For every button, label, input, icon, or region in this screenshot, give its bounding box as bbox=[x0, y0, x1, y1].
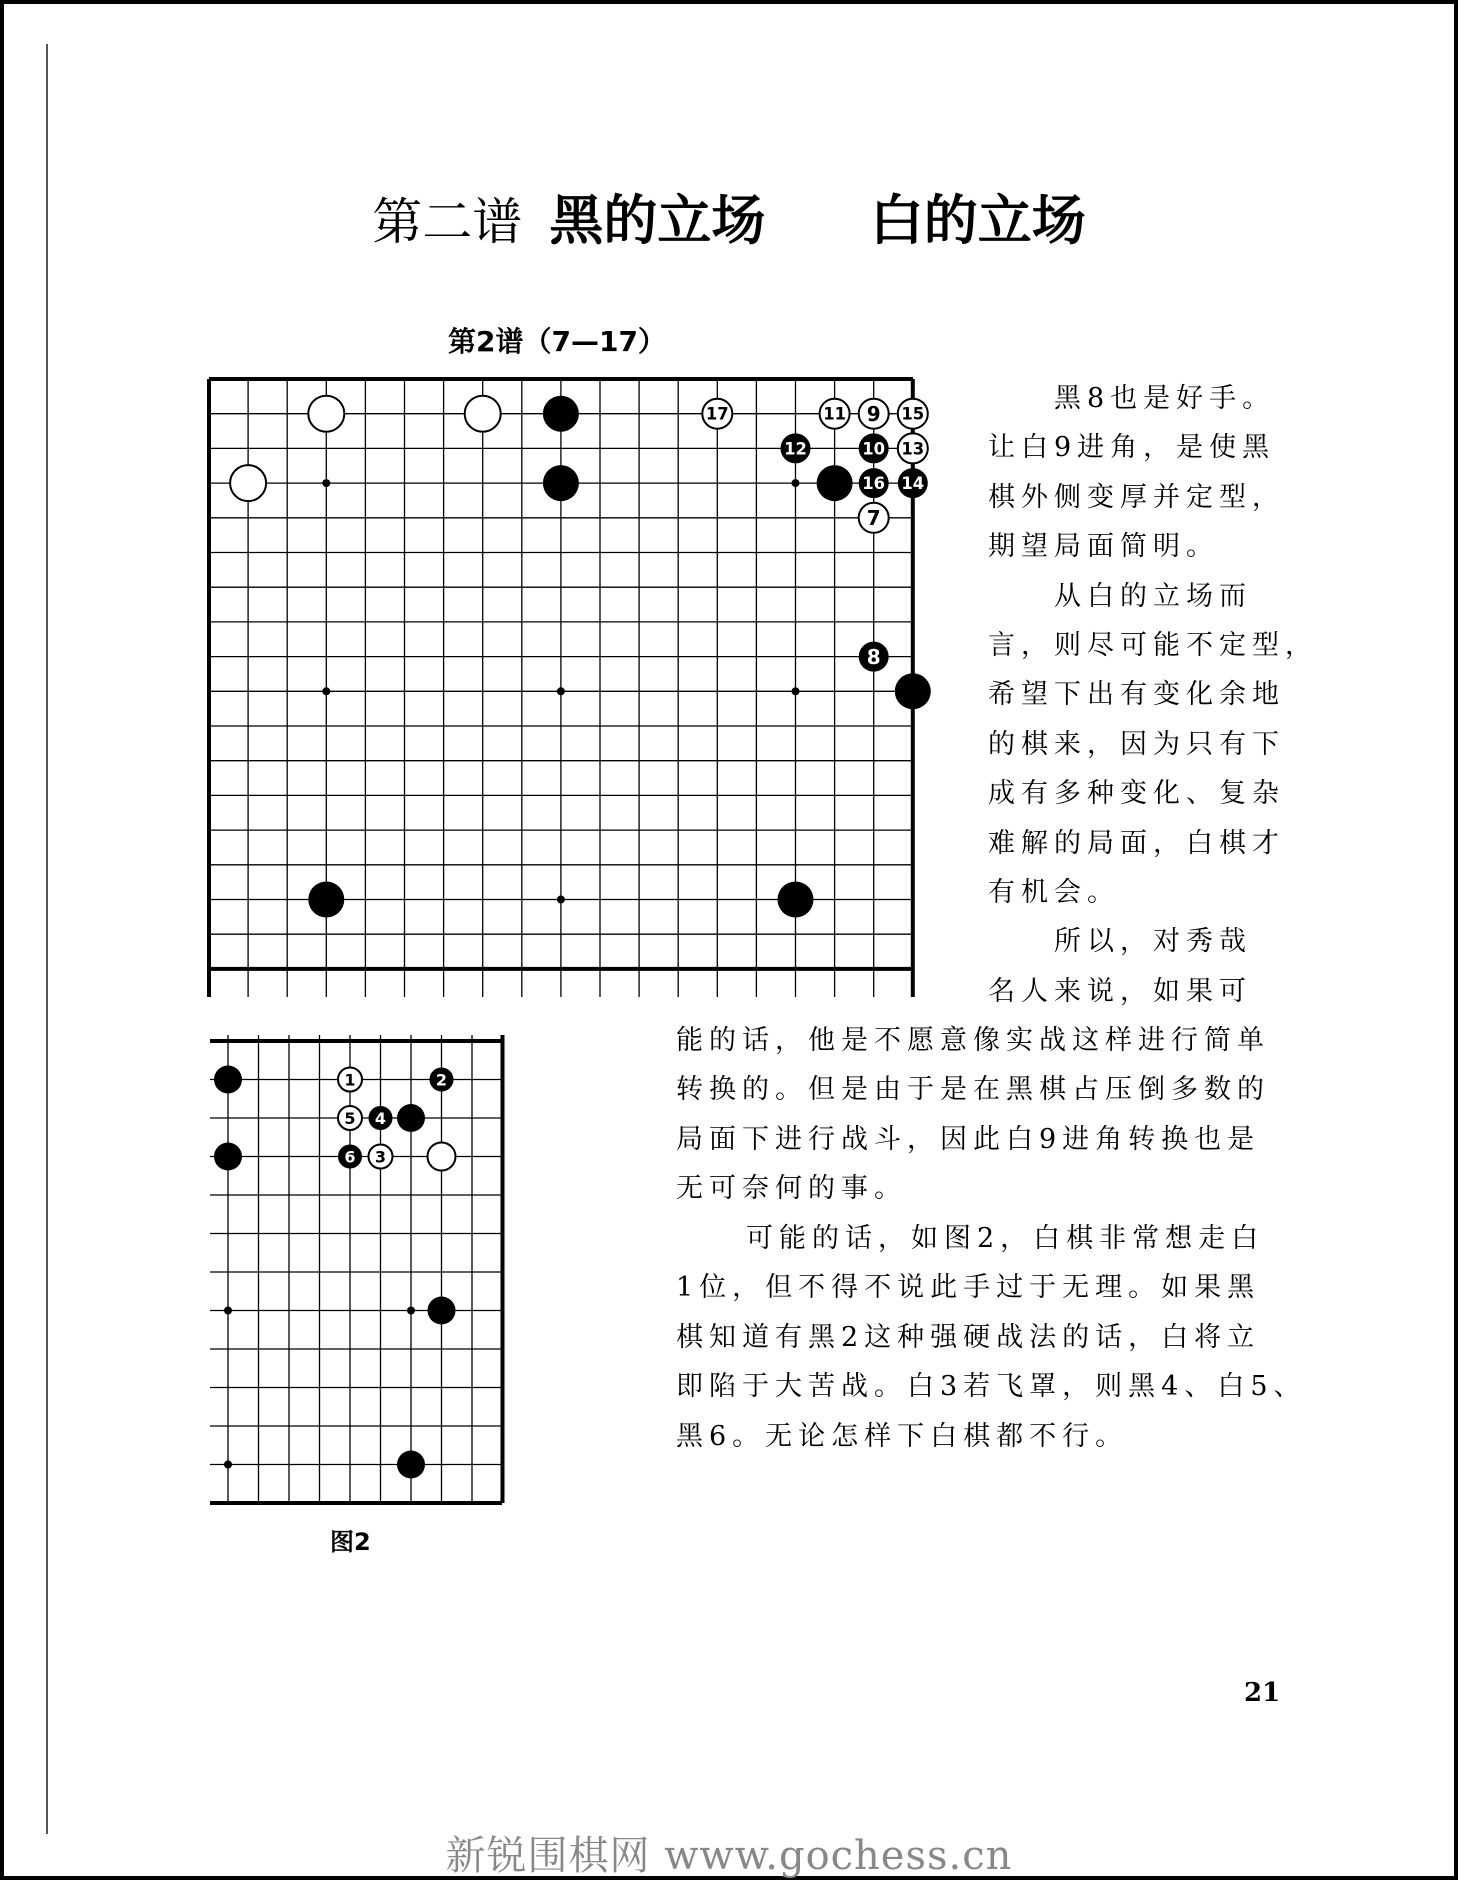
title-part1: 黑的立场 bbox=[549, 189, 766, 252]
star-point bbox=[224, 1307, 232, 1315]
text-line: 黑6。无论怎样下白棋都不行。 bbox=[676, 1420, 1129, 1452]
move-number: 15 bbox=[901, 404, 925, 424]
page-title bbox=[0, 178, 1458, 255]
white-stone bbox=[465, 396, 501, 432]
text-line: 局面下进行战斗，因此白9进角转换也是 bbox=[676, 1123, 1261, 1155]
white-stone bbox=[308, 396, 344, 432]
title-part2: 白的立场 bbox=[869, 189, 1086, 252]
page-number: 21 bbox=[1244, 1678, 1281, 1708]
text-line: 黑8也是好手。 bbox=[1054, 383, 1276, 414]
move-number: 7 bbox=[866, 506, 881, 530]
star-point bbox=[557, 896, 565, 904]
commentary-narrow bbox=[988, 374, 1318, 1016]
star-point bbox=[407, 1307, 415, 1315]
text-line: 有机会。 bbox=[988, 877, 1120, 909]
text-line: 转换的。但是由于是在黑棋占压倒多数的 bbox=[676, 1074, 1270, 1106]
white-stone bbox=[428, 1143, 456, 1171]
main-go-board bbox=[206, 376, 925, 1004]
text-line: 棋外侧变厚并定型， bbox=[988, 481, 1285, 513]
move-number: 3 bbox=[374, 1147, 387, 1167]
commentary-wide-1 bbox=[676, 1016, 1286, 1214]
black-stone bbox=[397, 1451, 425, 1479]
black-stone bbox=[428, 1297, 456, 1325]
black-stone bbox=[778, 882, 814, 918]
star-point bbox=[792, 687, 800, 695]
text-line: 即陷于大苦战。白3若飞罩，则黑4、白5、 bbox=[676, 1371, 1307, 1403]
black-stone bbox=[543, 465, 579, 501]
text-line: 1位，但不得不说此手过于无理。如果黑 bbox=[676, 1272, 1261, 1304]
move-number: 16 bbox=[862, 474, 886, 494]
text-line: 所以，对秀哉 bbox=[1054, 926, 1252, 958]
text-line: 名人来说，如果可 bbox=[988, 975, 1252, 1007]
move-number: 12 bbox=[784, 439, 807, 459]
main-diagram-caption: 第2谱（7—17） bbox=[448, 325, 666, 358]
black-stone bbox=[543, 396, 579, 432]
commentary-wide-2 bbox=[676, 1214, 1307, 1461]
black-stone bbox=[214, 1143, 242, 1171]
text-line: 言，则尽可能不定型， bbox=[988, 630, 1318, 662]
text-line: 让白9进角，是使黑 bbox=[988, 432, 1276, 464]
star-point bbox=[557, 687, 565, 695]
move-number: 2 bbox=[435, 1070, 448, 1090]
black-stone bbox=[895, 673, 931, 709]
move-number: 17 bbox=[705, 404, 729, 424]
move-number: 8 bbox=[866, 644, 881, 669]
black-stone bbox=[214, 1066, 242, 1094]
text-line: 棋知道有黑2这种强硬战法的话，白将立 bbox=[676, 1321, 1261, 1353]
star-point bbox=[792, 479, 800, 487]
star-point bbox=[322, 687, 330, 695]
figure2-caption: 图2 bbox=[330, 1528, 371, 1556]
move-number: 9 bbox=[866, 401, 881, 426]
move-number: 6 bbox=[344, 1147, 356, 1167]
move-number: 10 bbox=[862, 439, 886, 459]
move-number: 14 bbox=[901, 474, 925, 494]
text-line: 从白的立场而 bbox=[1054, 580, 1252, 612]
title-prefix: 第二谱 bbox=[372, 193, 523, 251]
text-line: 希望下出有变化余地 bbox=[988, 679, 1285, 711]
move-number: 5 bbox=[344, 1108, 356, 1128]
text-line: 能的话，他是不愿意像实战这样进行简单 bbox=[676, 1025, 1270, 1056]
move-number: 4 bbox=[374, 1108, 387, 1128]
text-line: 难解的局面，白棋才 bbox=[988, 827, 1285, 859]
text-line: 可能的话，如图2，白棋非常想走白 bbox=[746, 1223, 1265, 1254]
move-number: 11 bbox=[823, 404, 847, 424]
text-line: 成有多种变化、复杂 bbox=[988, 778, 1285, 810]
move-number: 1 bbox=[344, 1070, 356, 1090]
text-line: 无可奈何的事。 bbox=[676, 1173, 907, 1205]
move-number: 13 bbox=[901, 439, 925, 459]
star-point bbox=[322, 479, 330, 487]
black-stone bbox=[308, 882, 344, 918]
footer-watermark: 新锐围棋网 www.gochess.cn bbox=[445, 1833, 1013, 1879]
text-line: 的棋来，因为只有下 bbox=[988, 728, 1285, 760]
margin-rule bbox=[46, 44, 48, 1834]
text-line: 期望局面简明。 bbox=[988, 531, 1219, 563]
white-stone bbox=[230, 465, 266, 501]
black-stone bbox=[397, 1104, 425, 1132]
star-point bbox=[224, 1461, 232, 1469]
figure2-go-board bbox=[210, 1033, 504, 1507]
black-stone bbox=[817, 465, 853, 501]
